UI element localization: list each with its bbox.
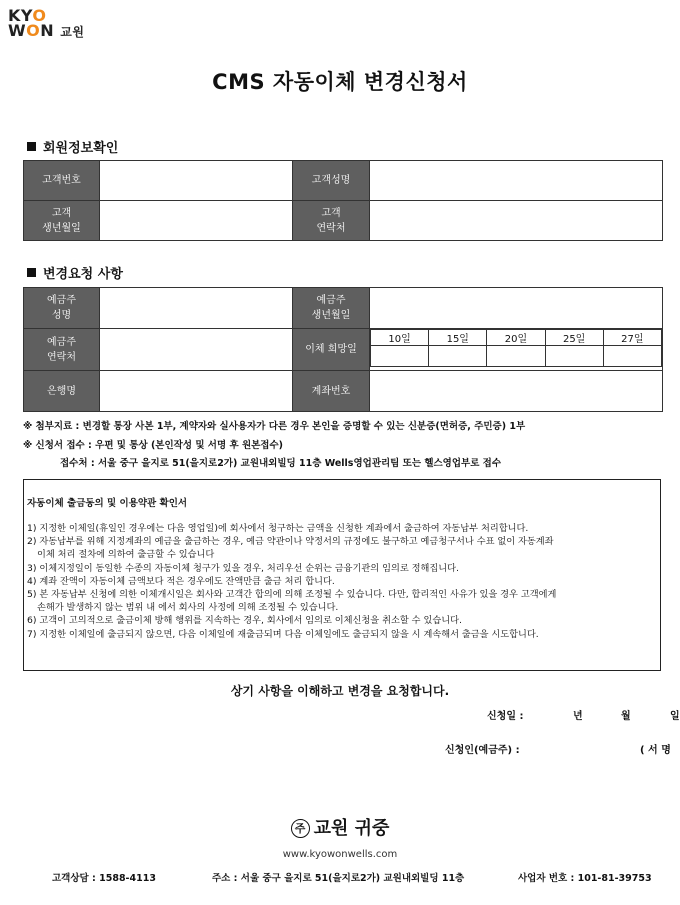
- terms-item: 3) 이체지정일이 동일한 수종의 자동이체 청구가 있을 경우, 처리우선 순위는 금융기관의 임의로 정해집니다.: [27, 562, 459, 574]
- square-bullet-icon: [27, 268, 36, 277]
- customer-contact-label: 고객 연락처: [293, 201, 370, 241]
- customer-number-label: 고객번호: [24, 161, 100, 201]
- request-date-month[interactable]: 월: [621, 711, 631, 722]
- company-addressee: 주 교원 귀중: [0, 814, 680, 840]
- customer-birthdate-label: 고객 생년월일: [24, 201, 100, 241]
- website-url[interactable]: www.kyowonwells.com: [282, 849, 398, 860]
- footer-address: 주소 : 서울 중구 을지로 51(을지로2가) 교원내외빌딩 11층: [212, 873, 465, 884]
- date-option-27[interactable]: 27일: [603, 330, 661, 346]
- customer-number-field[interactable]: [100, 161, 293, 201]
- date-check-15[interactable]: [429, 346, 487, 367]
- date-option-15[interactable]: 15일: [429, 330, 487, 346]
- date-check-20[interactable]: [487, 346, 545, 367]
- date-option-25[interactable]: 25일: [545, 330, 603, 346]
- applicant-label: 신청인(예금주) :: [445, 745, 520, 756]
- terms-item: 6) 고객이 고의적으로 출금이체 방해 행위를 지속하는 경우, 회사에서 임의로 이체신청을 취소할 수 있습니다.: [27, 615, 462, 627]
- customer-name-label: 고객성명: [293, 161, 370, 201]
- account-number-field[interactable]: [370, 371, 663, 412]
- transfer-date-grid: [370, 329, 662, 367]
- terms-item: 2) 자동납부를 위해 지정계좌의 예금을 출금하는 경우, 예금 약관이나 약정서의 규정에도 불구하고 예금청구서나 수표 없이 자동계좌: [27, 536, 554, 548]
- terms-box: [23, 479, 661, 671]
- member-info-table: [23, 160, 663, 241]
- change-request-heading: 변경요청 사항: [27, 263, 123, 282]
- terms-item: 이체 처리 절차에 의하여 출금할 수 있습니다: [37, 549, 215, 561]
- corporation-mark-icon: 주: [291, 819, 310, 838]
- customer-name-field[interactable]: [370, 161, 663, 201]
- customer-birthdate-field[interactable]: [100, 201, 293, 241]
- date-check-25[interactable]: [545, 346, 603, 367]
- document-title: CMS 자동이체 변경신청서: [212, 70, 468, 94]
- terms-item: 손해가 발생하지 않는 범위 내 에서 회사의 사정에 의해 조정될 수 있습니다.: [37, 602, 339, 614]
- logo-line-1: KYO: [8, 6, 47, 25]
- holder-name-field[interactable]: [100, 288, 293, 329]
- holder-contact-label: 예금주 연락처: [24, 329, 100, 371]
- terms-item: 5) 본 자동납부 신청에 의한 이체개시일은 회사와 고객간 합의에 의해 조정될 수 있습니다. 다만, 합리적인 사유가 있을 경우 고객에게: [27, 589, 557, 601]
- date-option-20[interactable]: 20일: [487, 330, 545, 346]
- bank-name-field[interactable]: [100, 371, 293, 412]
- date-check-27[interactable]: [603, 346, 661, 367]
- footer-phone: 고객상담 : 1588-4113: [52, 873, 156, 884]
- receipt-note: ※ 신청서 접수 : 우편 및 통상 (본인작성 및 서명 후 원본접수): [23, 440, 283, 451]
- receipt-address-note: 접수처 : 서울 중구 을지로 51(을지로2가) 교원내외빌딩 11층 Wells영업관리팀 또는 헬스영업부로 접수: [60, 458, 502, 469]
- signature-field[interactable]: ( 서 명: [640, 745, 671, 756]
- logo-subtitle: 교원: [60, 25, 85, 39]
- transfer-date-label: 이체 희망일: [293, 329, 370, 371]
- date-check-10[interactable]: [371, 346, 429, 367]
- agreement-statement: 상기 사항을 이해하고 변경을 요청합니다.: [230, 684, 450, 698]
- customer-contact-field[interactable]: [370, 201, 663, 241]
- transfer-date-options: [370, 329, 663, 371]
- holder-birthdate-field[interactable]: [370, 288, 663, 329]
- change-request-table: [23, 287, 663, 412]
- member-info-heading: 회원정보확인: [27, 137, 118, 156]
- logo-line-2: WON 교원: [8, 21, 85, 40]
- square-bullet-icon: [27, 142, 36, 151]
- terms-item: 7) 지정한 이체일에 출금되지 않으면, 다음 이체일에 재출금되며 다음 이체일에도 출금되지 않을 시 계속해서 출금을 시도합니다.: [27, 628, 539, 640]
- date-option-10[interactable]: 10일: [371, 330, 429, 346]
- attachment-note: ※ 첨부지료 : 변경할 통장 사본 1부, 계약자와 실사용자가 다른 경우 본인을 증명할 수 있는 신분증(면허증, 주민증) 1부: [23, 421, 526, 432]
- holder-name-label: 예금주 성명: [24, 288, 100, 329]
- holder-contact-field[interactable]: [100, 329, 293, 371]
- holder-birthdate-label: 예금주 생년월일: [293, 288, 370, 329]
- account-number-label: 계좌번호: [293, 371, 370, 412]
- request-date-label: 신청일 :: [487, 711, 524, 722]
- request-date-day[interactable]: 일: [670, 711, 680, 722]
- terms-item: 4) 계좌 잔액이 자동이체 금액보다 적은 경우에도 잔액만큼 출금 처리 합니다.: [27, 575, 335, 587]
- kyowon-logo: [8, 8, 84, 40]
- footer-business-number: 사업자 번호 : 101-81-39753: [518, 873, 652, 884]
- terms-list: [27, 522, 556, 641]
- bank-name-label: 은행명: [24, 371, 100, 412]
- terms-item: 1) 지정한 이체일(휴일인 경우에는 다음 영업일)에 회사에서 청구하는 금액을 신청한 계좌에서 출금하여 자동납부 처리합니다.: [27, 523, 529, 534]
- request-date-year[interactable]: 년: [573, 711, 583, 722]
- terms-heading: 자동이체 출금동의 및 이용약관 확인서: [27, 498, 188, 509]
